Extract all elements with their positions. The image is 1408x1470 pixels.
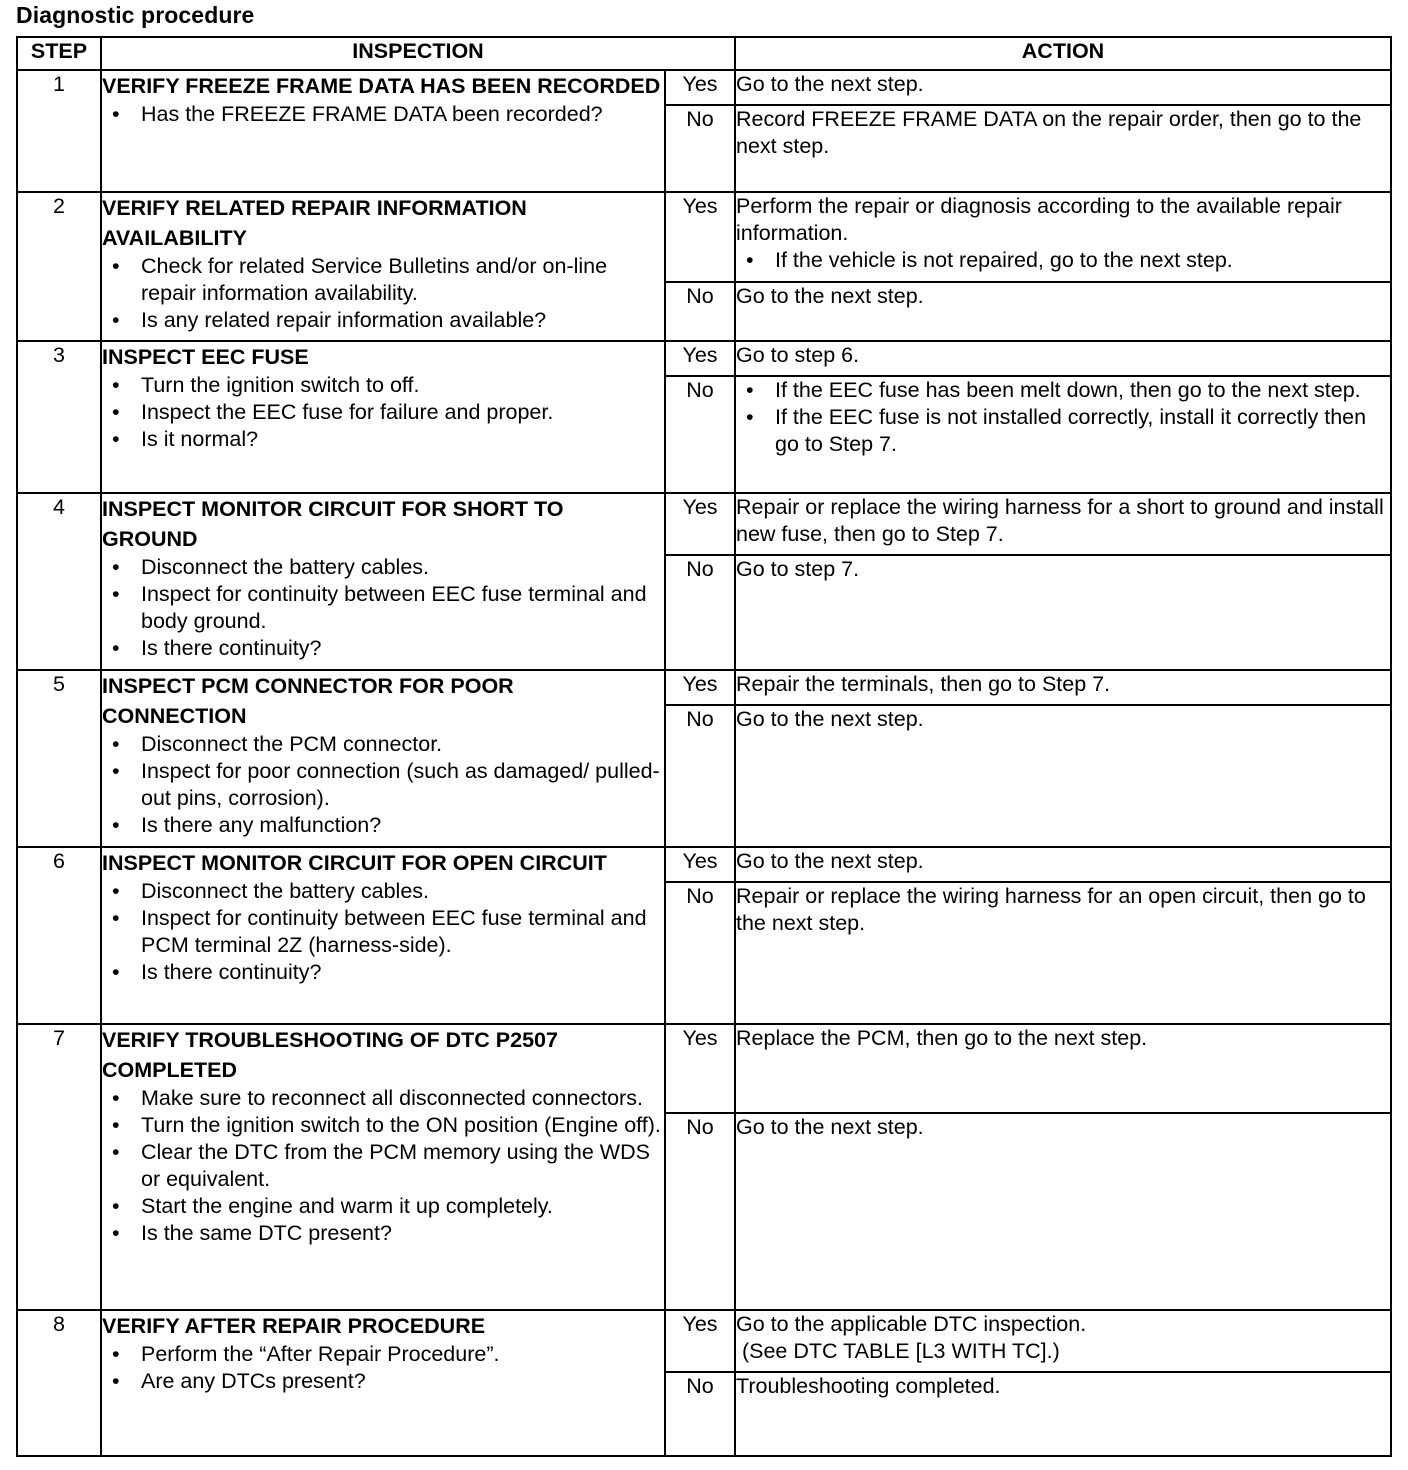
table-body xyxy=(17,70,1391,1456)
inspection-list xyxy=(102,878,664,986)
inspection-item: • Turn the ignition switch to off. xyxy=(102,372,664,399)
table-row xyxy=(17,1310,1391,1372)
inspection-list xyxy=(102,372,664,453)
step-number: 1 xyxy=(17,70,101,192)
yes-action-text: Perform the repair or diagnosis according to the available repair information. xyxy=(736,194,1342,245)
yes-action-text: Replace the PCM, then go to the next step. xyxy=(736,1026,1148,1050)
no-label: No xyxy=(665,1372,735,1456)
inspection-list xyxy=(102,1085,664,1247)
table-row xyxy=(17,1024,1391,1113)
inspection-item: • Disconnect the battery cables. xyxy=(102,554,664,581)
inspection-title: VERIFY RELATED REPAIR INFORMATION AVAILABILITY xyxy=(102,196,527,250)
inspection-list xyxy=(102,731,664,839)
step-number: 8 xyxy=(17,1310,101,1456)
yes-label: Yes xyxy=(665,847,735,882)
inspection-item: • Is there continuity? xyxy=(102,635,664,662)
inspection-cell xyxy=(101,70,665,192)
table-row xyxy=(17,670,1391,705)
step-number: 3 xyxy=(17,341,101,493)
step-number: 5 xyxy=(17,670,101,847)
inspection-item: • Is the same DTC present? xyxy=(102,1220,664,1247)
yes-action-cell xyxy=(735,493,1391,555)
yes-label: Yes xyxy=(665,341,735,376)
no-label: No xyxy=(665,705,735,847)
no-action-cell xyxy=(735,882,1391,1024)
yes-action-list xyxy=(736,247,1390,274)
inspection-list xyxy=(102,1341,664,1395)
table-row xyxy=(17,493,1391,555)
no-label: No xyxy=(665,882,735,1024)
inspection-title: VERIFY TROUBLESHOOTING OF DTC P2507 COMPLETED xyxy=(102,1028,558,1082)
no-action-list xyxy=(736,377,1390,458)
header-action: ACTION xyxy=(735,37,1391,70)
action-item: • If the EEC fuse has been melt down, then go to the next step. xyxy=(736,377,1390,404)
yes-action-cell xyxy=(735,70,1391,105)
no-action-cell xyxy=(735,1372,1391,1456)
inspection-item: • Is any related repair information available? xyxy=(102,307,664,334)
inspection-item: • Has the FREEZE FRAME DATA been recorded? xyxy=(102,101,664,128)
yes-action-text: Go to the applicable DTC inspection. xyxy=(736,1312,1087,1336)
page-title: Diagnostic procedure xyxy=(16,2,255,28)
inspection-item: • Turn the ignition switch to the ON position (Engine off). xyxy=(102,1112,664,1139)
inspection-item: • Inspect for poor connection (such as damaged/ pulled-out pins, corrosion). xyxy=(102,758,664,812)
table-row xyxy=(17,192,1391,282)
yes-action-text: Repair or replace the wiring harness for a short to ground and install new fuse, then go to Step 7. xyxy=(736,495,1384,546)
inspection-cell xyxy=(101,493,665,670)
inspection-item: • Inspect the EEC fuse for failure and proper. xyxy=(102,399,664,426)
inspection-cell xyxy=(101,1310,665,1456)
inspection-cell xyxy=(101,670,665,847)
no-action-cell xyxy=(735,105,1391,192)
inspection-title: INSPECT PCM CONNECTOR FOR POOR CONNECTION xyxy=(102,674,514,728)
action-item: • If the EEC fuse is not installed correctly, install it correctly then go to Step 7. xyxy=(736,404,1390,458)
yes-action-cell xyxy=(735,847,1391,882)
no-action-cell xyxy=(735,555,1391,670)
no-action-text: Go to step 7. xyxy=(736,557,860,581)
no-action-cell xyxy=(735,1113,1391,1310)
yes-label: Yes xyxy=(665,1024,735,1113)
inspection-item: • Check for related Service Bulletins and/or on-line repair information availability. xyxy=(102,253,664,307)
inspection-title: VERIFY FREEZE FRAME DATA HAS BEEN RECORDED xyxy=(102,74,661,98)
inspection-list xyxy=(102,101,664,128)
step-number: 7 xyxy=(17,1024,101,1310)
no-action-text: Troubleshooting completed. xyxy=(736,1374,1001,1398)
step-number: 6 xyxy=(17,847,101,1024)
no-action-cell xyxy=(735,282,1391,341)
inspection-item: • Clear the DTC from the PCM memory using the WDS or equivalent. xyxy=(102,1139,664,1193)
inspection-title: INSPECT EEC FUSE xyxy=(102,345,309,369)
inspection-item: • Make sure to reconnect all disconnected connectors. xyxy=(102,1085,664,1112)
yes-action-cell xyxy=(735,1310,1391,1372)
header-inspection: INSPECTION xyxy=(101,37,735,70)
diagnostic-procedure-table xyxy=(16,36,1392,1457)
yes-action-cell xyxy=(735,1024,1391,1113)
inspection-cell xyxy=(101,192,665,341)
inspection-cell xyxy=(101,847,665,1024)
no-action-text: Record FREEZE FRAME DATA on the repair order, then go to the next step. xyxy=(736,107,1362,158)
table-row xyxy=(17,70,1391,105)
inspection-item: • Start the engine and warm it up completely. xyxy=(102,1193,664,1220)
no-label: No xyxy=(665,1113,735,1310)
no-action-text: Go to the next step. xyxy=(736,284,924,308)
yes-label: Yes xyxy=(665,192,735,282)
no-action-text: Repair or replace the wiring harness for an open circuit, then go to the next step. xyxy=(736,884,1366,935)
no-action-text: Go to the next step. xyxy=(736,707,924,731)
inspection-title: VERIFY AFTER REPAIR PROCEDURE xyxy=(102,1314,486,1338)
inspection-item: • Perform the “After Repair Procedure”. xyxy=(102,1341,664,1368)
header-step: STEP xyxy=(17,37,101,70)
yes-action-text: Repair the terminals, then go to Step 7. xyxy=(736,672,1111,696)
inspection-item: • Is there any malfunction? xyxy=(102,812,664,839)
yes-action-cell xyxy=(735,192,1391,282)
inspection-item: • Is it normal? xyxy=(102,426,664,453)
yes-action-reference: (See DTC TABLE [L3 WITH TC].) xyxy=(736,1339,1060,1363)
step-number: 2 xyxy=(17,192,101,341)
no-action-cell xyxy=(735,705,1391,847)
table-row xyxy=(17,341,1391,376)
yes-action-text: Go to the next step. xyxy=(736,72,924,96)
table-header-row xyxy=(17,37,1391,70)
yes-action-text: Go to step 6. xyxy=(736,343,860,367)
inspection-item: • Disconnect the PCM connector. xyxy=(102,731,664,758)
yes-action-cell xyxy=(735,341,1391,376)
step-number: 4 xyxy=(17,493,101,670)
inspection-item: • Inspect for continuity between EEC fuse terminal and body ground. xyxy=(102,581,664,635)
inspection-cell xyxy=(101,1024,665,1310)
yes-label: Yes xyxy=(665,670,735,705)
yes-action-cell xyxy=(735,670,1391,705)
inspection-item: • Inspect for continuity between EEC fuse terminal and PCM terminal 2Z (harness-side). xyxy=(102,905,664,959)
inspection-title: INSPECT MONITOR CIRCUIT FOR OPEN CIRCUIT xyxy=(102,851,607,875)
yes-action-text: Go to the next step. xyxy=(736,849,924,873)
no-action-cell xyxy=(735,376,1391,493)
inspection-list xyxy=(102,253,664,334)
inspection-title: INSPECT MONITOR CIRCUIT FOR SHORT TO GROUND xyxy=(102,497,564,551)
no-action-text: Go to the next step. xyxy=(736,1115,924,1139)
yes-label: Yes xyxy=(665,493,735,555)
no-label: No xyxy=(665,282,735,341)
inspection-item: • Are any DTCs present? xyxy=(102,1368,664,1395)
yes-label: Yes xyxy=(665,1310,735,1372)
inspection-cell xyxy=(101,341,665,493)
inspection-list xyxy=(102,554,664,662)
no-label: No xyxy=(665,376,735,493)
inspection-item: • Is there continuity? xyxy=(102,959,664,986)
inspection-item: • Disconnect the battery cables. xyxy=(102,878,664,905)
no-label: No xyxy=(665,555,735,670)
yes-label: Yes xyxy=(665,70,735,105)
table-row xyxy=(17,847,1391,882)
action-item: • If the vehicle is not repaired, go to the next step. xyxy=(736,247,1390,274)
no-label: No xyxy=(665,105,735,192)
